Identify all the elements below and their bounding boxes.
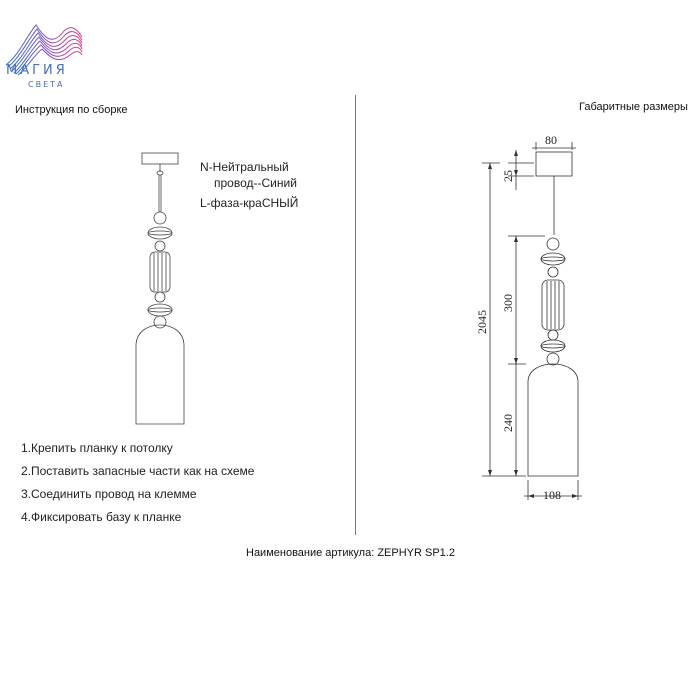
canopy	[142, 153, 178, 164]
wire-phase-label: L-фаза-краСНЫЙ	[200, 196, 299, 210]
dimension-drawing	[470, 130, 600, 505]
step-3: 3.Соединить провод на клемме	[21, 487, 197, 501]
dim-shade-width: 108	[543, 488, 561, 502]
dim-shade-height: 240	[501, 414, 515, 432]
brand-tagline: СВЕТА	[28, 80, 65, 89]
dim-decor-height: 300	[501, 294, 515, 312]
dimensions-header: Габаритные размеры	[579, 101, 688, 113]
assembly-header: Инструкция по сборке	[15, 104, 128, 116]
wire-neutral-label: N-Нейтральный	[200, 160, 289, 174]
lamp-assembly-illustration	[125, 148, 195, 428]
step-1: 1.Крепить планку к потолку	[21, 441, 173, 455]
dim-canopy-width: 80	[545, 133, 557, 147]
brand-name: МАГИЯ	[6, 63, 68, 78]
section-divider	[355, 95, 356, 535]
wire-neutral-label-cont: провод--Синий	[214, 176, 297, 190]
dim-canopy-height: 25	[501, 170, 515, 182]
dim-total-height: 2045	[475, 310, 489, 334]
step-2: 2.Поставить запасные части как на схеме	[21, 464, 255, 478]
article-name: Наименование артикула: ZEPHYR SP1.2	[246, 547, 455, 559]
step-4: 4.Фиксировать базу к планке	[21, 510, 182, 524]
